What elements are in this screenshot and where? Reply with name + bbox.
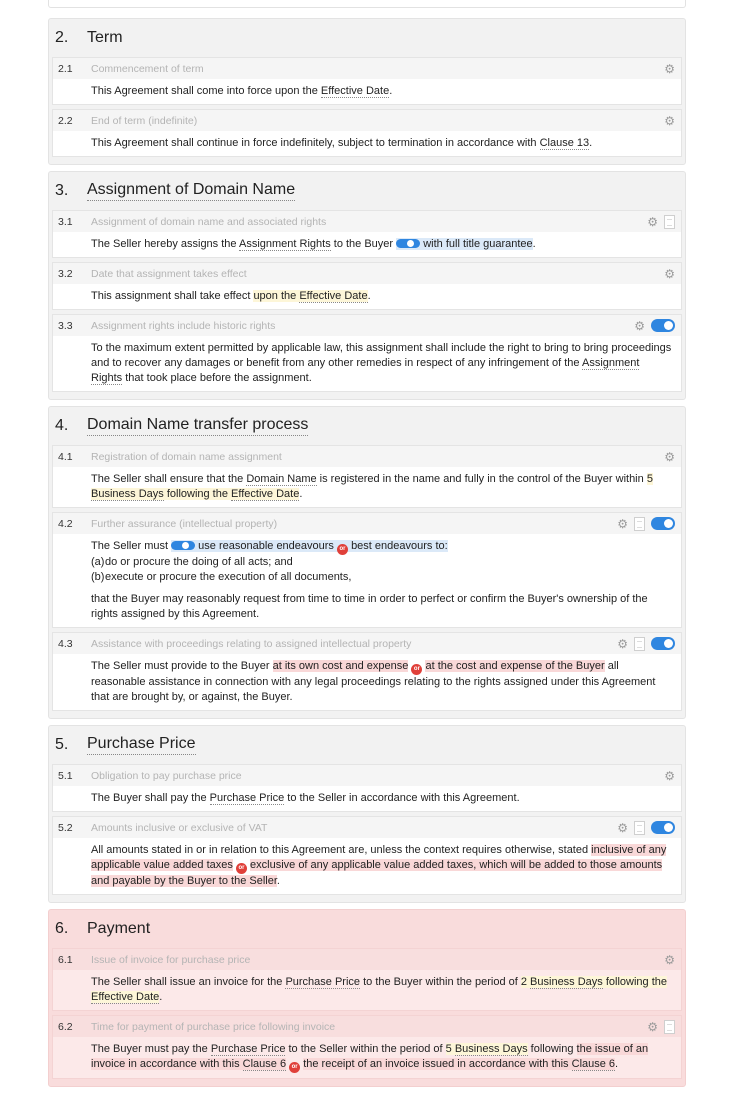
option-b[interactable]: exclusive of any applicable value added taxes, which will be added to those amounts and payable by the Buyer to the Seller xyxy=(91,859,663,887)
option-a[interactable]: the issue of an invoice in accordance with this Clause 6 xyxy=(91,1043,649,1070)
clause-title: Assignment of domain name and associated rights xyxy=(91,215,327,228)
clause-4-1 xyxy=(52,445,682,508)
option-a[interactable]: at its own cost and expense xyxy=(272,660,409,672)
gear-icon[interactable]: ⚙ xyxy=(647,1019,658,1034)
gear-icon[interactable]: ⚙ xyxy=(664,113,675,128)
continuation-text: that the Buyer may reasonably request from time to time in order to perfect or confirm the Buyer's ownership of the rights assigned by this Agreement. xyxy=(91,593,648,620)
clause-title: Further assurance (intellectual property) xyxy=(91,517,278,530)
clause-text: The Seller must provide to the Buyer at its own cost and expense or at the cost and expense of the Buyer all reasonable assistance in connection with any legal proceedings relating to the rights assigned under this Agreement that are brought by, or against, the Buyer. xyxy=(91,660,656,703)
clause-title: Registration of domain name assignment xyxy=(91,450,282,463)
clause-title: Commencement of term xyxy=(91,62,204,75)
clause-3-2 xyxy=(52,262,682,310)
gear-icon[interactable]: ⚙ xyxy=(664,61,675,76)
clause-number: 5.1 xyxy=(58,769,73,782)
clause-2-2 xyxy=(52,109,682,157)
clause-toggle[interactable] xyxy=(651,319,675,332)
gear-icon[interactable]: ⚙ xyxy=(617,636,628,651)
section-title[interactable]: Purchase Price xyxy=(87,735,196,755)
clause-title: End of term (indefinite) xyxy=(91,114,198,127)
section-number: 4. xyxy=(55,417,69,434)
inline-toggle[interactable] xyxy=(396,239,420,248)
clause-6-1 xyxy=(52,948,682,1011)
clause-toggle[interactable] xyxy=(651,821,675,834)
clause-text: All amounts stated in or in relation to this Agreement are, unless the context requires otherwise, stated inclusive of any applicable value added taxes or exclusive of any applicable value added taxes, which will be added to those amounts and payable by the Buyer to the Seller. xyxy=(91,844,667,887)
or-badge[interactable]: or xyxy=(236,863,247,874)
section-payment xyxy=(48,909,686,1087)
document-icon[interactable] xyxy=(634,517,645,531)
section-title[interactable]: Assignment of Domain Name xyxy=(87,181,295,201)
or-badge[interactable]: or xyxy=(289,1062,300,1073)
variable-text[interactable]: upon the Effective Date xyxy=(253,290,368,302)
clause-number: 2.2 xyxy=(58,114,73,127)
clause-3-1 xyxy=(52,210,682,258)
list-item: (a) do or procure the doing of all acts; and xyxy=(91,556,293,568)
clause-title: Time for payment of purchase price following invoice xyxy=(91,1020,336,1033)
clause-text: The Seller must use reasonable endeavours or best endeavours to: (a) do or procure the doing of all acts; and (b) execute or procure the execution of all documents, that the Buyer may reasonably request from time to time in order to perfect or confirm the Buyer's ownership of the rights assigned by this Agreement. xyxy=(53,534,681,627)
gear-icon[interactable]: ⚙ xyxy=(664,449,675,464)
section-term xyxy=(48,18,686,165)
section-number: 3. xyxy=(55,182,69,199)
clause-text: The Seller shall issue an invoice for the Purchase Price to the Buyer within the period of 2 Business Days following the Effective Date. xyxy=(91,976,668,1003)
variable-text[interactable]: 2 Business Days following the Effective Date xyxy=(91,976,668,1003)
inline-toggle[interactable] xyxy=(171,541,195,550)
clause-number: 3.1 xyxy=(58,215,73,228)
or-badge[interactable]: or xyxy=(411,664,422,675)
clause-number: 3.2 xyxy=(58,267,73,280)
section-heading xyxy=(52,910,682,948)
section-purchase-price xyxy=(48,725,686,903)
clause-number: 4.3 xyxy=(58,637,73,650)
document xyxy=(48,0,686,1093)
gear-icon[interactable]: ⚙ xyxy=(664,768,675,783)
clause-number: 6.2 xyxy=(58,1020,73,1033)
clause-5-2 xyxy=(52,816,682,895)
clause-text: The Seller shall ensure that the Domain Name is registered in the name and fully in the control of the Buyer within 5 Business Days following the Effective Date. xyxy=(91,473,653,500)
optional-text: with full title guarantee xyxy=(396,238,533,250)
section-assignment xyxy=(48,171,686,400)
list-item: (b) execute or procure the execution of all documents, xyxy=(91,571,352,583)
clause-number: 3.3 xyxy=(58,319,73,332)
defined-term[interactable]: Effective Date xyxy=(320,85,390,97)
option-a[interactable]: reasonable endeavours xyxy=(218,540,334,552)
variable-text[interactable]: 5 Business Days following the Effective Date xyxy=(91,473,653,500)
variable-text[interactable]: 5 Business Days xyxy=(445,1043,528,1055)
section-title[interactable]: Term xyxy=(87,29,123,46)
section-heading xyxy=(52,407,682,445)
section-title[interactable]: Domain Name transfer process xyxy=(87,416,308,436)
defined-term[interactable]: Purchase Price xyxy=(285,976,361,988)
document-icon[interactable] xyxy=(634,637,645,651)
section-title[interactable]: Payment xyxy=(87,920,151,937)
gear-icon[interactable]: ⚙ xyxy=(634,318,645,333)
clause-text: This assignment shall take effect upon the Effective Date. xyxy=(91,290,371,302)
gear-icon[interactable]: ⚙ xyxy=(664,266,675,281)
clause-title: Amounts inclusive or exclusive of VAT xyxy=(91,821,268,834)
clause-text: To the maximum extent permitted by applicable law, this assignment shall include the right to bring to bring proceedings and to recover any damages or benefit from any other remedies in respect of any infringement of the Assignment Rights that took place before the assignment. xyxy=(91,342,672,384)
clause-title: Obligation to pay purchase price xyxy=(91,769,242,782)
defined-term[interactable]: Domain Name xyxy=(246,473,317,485)
option-b[interactable]: at the cost and expense of the Buyer xyxy=(425,660,605,672)
clause-number: 5.2 xyxy=(58,821,73,834)
clause-3-3 xyxy=(52,314,682,392)
document-icon[interactable] xyxy=(634,821,645,835)
clause-number: 4.1 xyxy=(58,450,73,463)
optional-text: use reasonable endeavours or best endeavours to: xyxy=(171,540,448,552)
clause-number: 4.2 xyxy=(58,517,73,530)
clause-number: 2.1 xyxy=(58,62,73,75)
section-heading xyxy=(52,172,682,210)
clause-text: This Agreement shall continue in force indefinitely, subject to termination in accordance with Clause 13. xyxy=(91,137,593,149)
clause-reference[interactable]: Clause 13 xyxy=(539,137,590,149)
or-badge[interactable]: or xyxy=(337,544,348,555)
option-b[interactable]: best endeavours xyxy=(351,540,433,552)
clause-number: 6.1 xyxy=(58,953,73,966)
section-number: 2. xyxy=(55,29,69,46)
gear-icon[interactable]: ⚙ xyxy=(617,516,628,531)
section-number: 6. xyxy=(55,920,69,937)
defined-term[interactable]: Assignment Rights xyxy=(238,238,331,250)
clause-text: The Buyer must pay the Purchase Price to the Seller within the period of 5 Business Days following the issue of an invoice in accordance with this Clause 6 or the receipt of an invoice issued in accordance with this Clause 6. xyxy=(53,1037,681,1078)
option-b[interactable]: the receipt of an invoice issued in accordance with this Clause 6 xyxy=(303,1058,616,1070)
clause-text: The Seller hereby assigns the Assignment Rights to the Buyer with full title guarantee. xyxy=(91,238,536,250)
gear-icon[interactable]: ⚙ xyxy=(664,952,675,967)
clause-text: This Agreement shall come into force upon the Effective Date. xyxy=(91,85,393,97)
clause-title: Assignment rights include historic rights xyxy=(91,319,276,332)
clause-title: Date that assignment takes effect xyxy=(91,267,247,280)
defined-term[interactable]: Purchase Price xyxy=(210,1043,286,1055)
clause-toggle[interactable] xyxy=(651,637,675,650)
clause-2-1 xyxy=(52,57,682,105)
clause-4-2 xyxy=(52,512,682,628)
clause-6-2 xyxy=(52,1015,682,1079)
section-heading xyxy=(52,726,682,764)
clause-title: Assistance with proceedings relating to assigned intellectual property xyxy=(91,637,412,650)
previous-section-bottom xyxy=(48,0,686,8)
clause-text: The Buyer shall pay the Purchase Price to the Seller in accordance with this Agreement. xyxy=(91,792,520,804)
clause-4-3 xyxy=(52,632,682,711)
document-icon[interactable] xyxy=(664,1020,675,1034)
section-number: 5. xyxy=(55,736,69,753)
clause-5-1 xyxy=(52,764,682,812)
gear-icon[interactable]: ⚙ xyxy=(617,820,628,835)
clause-toggle[interactable] xyxy=(651,517,675,530)
gear-icon[interactable]: ⚙ xyxy=(647,214,658,229)
defined-term[interactable]: Assignment Rights xyxy=(91,357,640,384)
section-heading xyxy=(52,19,682,57)
document-icon[interactable] xyxy=(664,215,675,229)
sub-list xyxy=(91,555,673,585)
clause-title: Issue of invoice for purchase price xyxy=(91,953,251,966)
section-transfer-process xyxy=(48,406,686,719)
defined-term[interactable]: Purchase Price xyxy=(209,792,285,804)
option-a[interactable]: inclusive of any applicable value added taxes xyxy=(91,844,667,871)
